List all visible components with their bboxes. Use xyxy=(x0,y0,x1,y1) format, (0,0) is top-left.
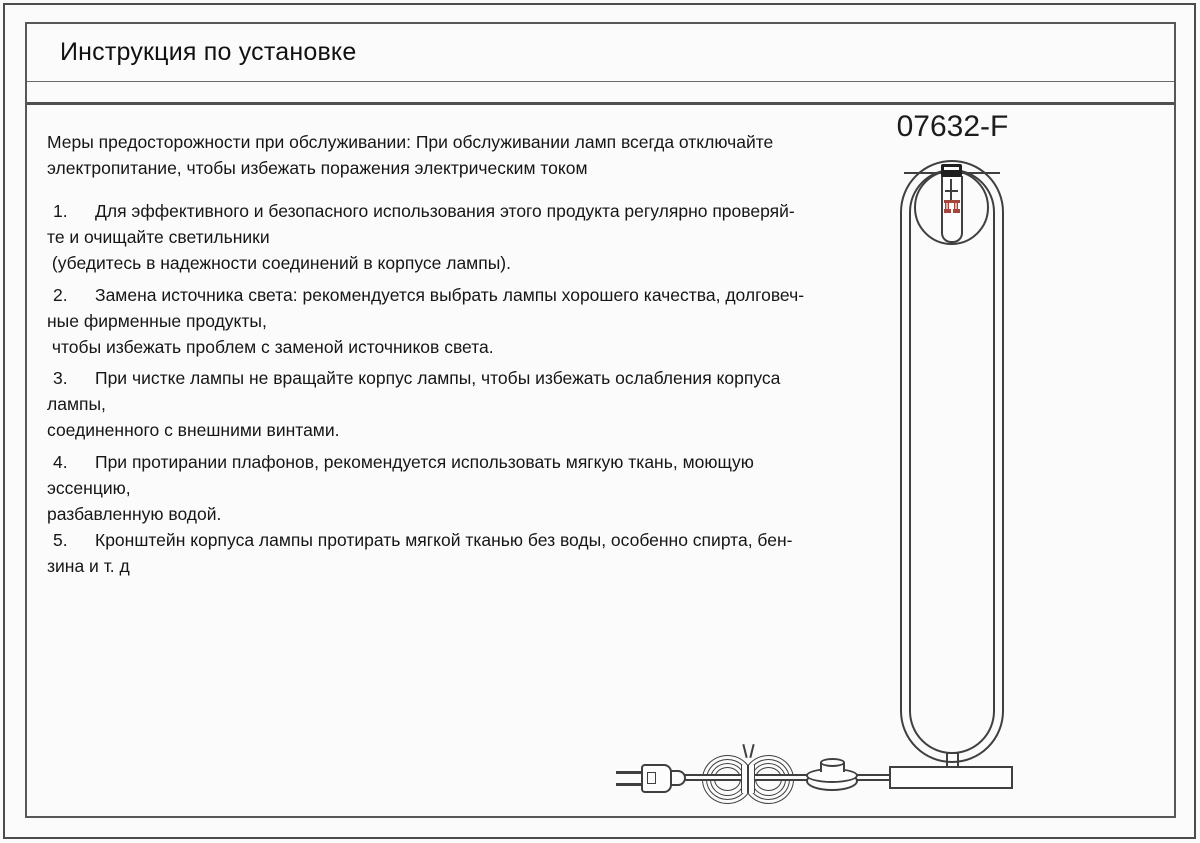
item-first-line xyxy=(47,527,847,553)
item-text: соединенного с внешними винтами. xyxy=(47,420,340,440)
title-row xyxy=(27,24,1174,82)
item-number: 3. xyxy=(53,368,68,388)
plug-prong-icon xyxy=(616,771,643,774)
item-text: При протирании плафонов, рекомендуется использовать мягкую ткань, моющую xyxy=(95,452,754,472)
item-number: 2. xyxy=(53,285,68,305)
lamp-base xyxy=(889,766,1013,789)
item-text: те и очищайте светильники xyxy=(47,227,270,247)
filament-icon xyxy=(953,209,960,213)
instruction-item-5 xyxy=(47,527,847,579)
item-text: эссенцию, xyxy=(47,478,131,498)
item-first-line xyxy=(47,365,847,391)
safety-intro xyxy=(47,129,847,181)
plug-detail xyxy=(647,772,656,784)
model-number: 07632-F xyxy=(896,110,1009,143)
item-number: 1. xyxy=(53,201,68,221)
item-text: (убедитесь в надежности соединений в корпусе лампы). xyxy=(47,253,511,273)
item-number: 5. xyxy=(53,530,68,550)
power-cord xyxy=(852,774,894,781)
item-text: ные фирменные продукты, xyxy=(47,311,267,331)
item-text: чтобы избежать проблем с заменой источников света. xyxy=(47,337,494,357)
item-text: Для эффективного и безопасного использования этого продукта регулярно проверяй- xyxy=(95,201,795,221)
header-divider-band xyxy=(27,82,1174,105)
item-first-line xyxy=(47,449,847,475)
plug-strain-relief xyxy=(670,770,686,786)
item-number: 4. xyxy=(53,452,68,472)
instruction-item-4 xyxy=(47,449,847,527)
bulb-socket xyxy=(944,167,959,170)
bulb-stem xyxy=(945,190,958,192)
item-text: Замена источника света: рекомендуется выбрать лампы хорошего качества, долговеч- xyxy=(95,285,805,305)
item-text: лампы, xyxy=(47,394,106,414)
bulb-socket xyxy=(941,164,962,177)
plug-icon xyxy=(641,764,672,793)
instruction-item-3 xyxy=(47,365,847,443)
lamp-frame xyxy=(909,169,995,754)
item-text: разбавленную водой. xyxy=(47,504,222,524)
foot-switch-button xyxy=(820,758,845,767)
instruction-item-2 xyxy=(47,282,847,360)
intro-line: электропитание, чтобы избежать поражения электрическим током xyxy=(47,158,588,178)
plug-prong-icon xyxy=(616,783,643,786)
intro-line: Меры предосторожности при обслуживании: При обслуживании ламп всегда отключайте xyxy=(47,132,774,152)
filament-icon xyxy=(944,209,951,213)
instruction-item-1 xyxy=(47,198,847,276)
item-first-line xyxy=(47,282,847,308)
item-text: При чистке лампы не вращайте корпус лампы, чтобы избежать ослабления корпуса xyxy=(95,368,781,388)
page-title: Инструкция по установке xyxy=(60,38,357,66)
item-text: зина и т. д xyxy=(47,556,130,576)
item-text: Кронштейн корпуса лампы протирать мягкой тканью без воды, особенно спирта, бен- xyxy=(95,530,793,550)
coil-wrap xyxy=(747,765,749,793)
item-first-line xyxy=(47,198,847,224)
